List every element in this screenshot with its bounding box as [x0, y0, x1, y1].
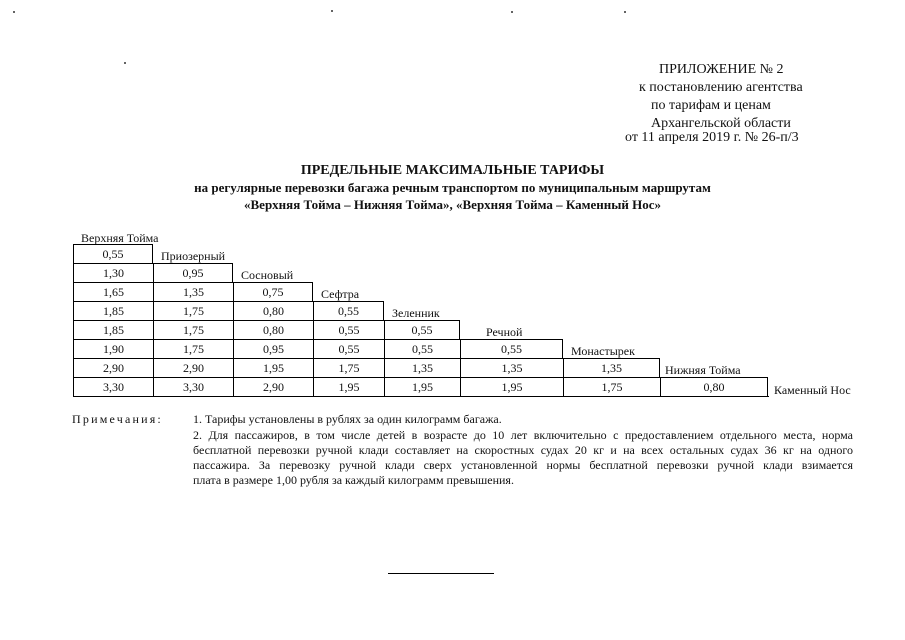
stop-label: Зеленник	[392, 306, 440, 320]
notes-label: Примечания:	[72, 412, 163, 426]
stop-label: Речной	[486, 325, 523, 339]
appendix-line: к постановлению агентства	[639, 80, 803, 95]
tariff-cell: 0,55	[384, 320, 460, 339]
note-item-2-line: плата в размере 1,00 рубля за каждый килограмм превышения.	[193, 473, 514, 487]
note-item-2-line: бесплатной перевозки ручной клади составляет на скоростных судах 20 кг и на всех остальных судах 36 кг на одного	[193, 443, 853, 457]
tariff-cell: 0,55	[313, 339, 384, 358]
tariff-cell: 1,85	[73, 320, 153, 339]
tariff-cell: 0,55	[384, 339, 460, 358]
tariff-cell: 2,90	[153, 358, 233, 377]
note-item-1: 1. Тарифы установлены в рублях за один килограмм багажа.	[193, 412, 502, 426]
tariff-cell: 1,75	[563, 377, 660, 396]
tariff-cell: 1,95	[233, 358, 313, 377]
tariff-cell: 0,80	[233, 320, 313, 339]
table-bottom-border	[73, 396, 769, 397]
tariff-cell: 0,55	[73, 244, 153, 263]
tariff-cell: 1,65	[73, 282, 153, 301]
tariff-cell: 1,35	[460, 358, 563, 377]
tariff-cell: 3,30	[153, 377, 233, 396]
tariff-cell: 0,80	[660, 377, 768, 396]
title-routes: «Верхняя Тойма – Нижняя Тойма», «Верхняя Тойма – Каменный Нос»	[244, 197, 661, 212]
tariff-cell: 0,75	[233, 282, 313, 301]
tariff-cell: 1,35	[153, 282, 233, 301]
stop-label: Монастырек	[571, 344, 635, 358]
tariff-cell: 1,95	[460, 377, 563, 396]
stop-label: Сосновый	[241, 268, 294, 282]
tariff-cell: 1,85	[73, 301, 153, 320]
tariff-cell: 1,30	[73, 263, 153, 282]
tariff-cell: 1,95	[384, 377, 460, 396]
tariff-cell: 1,75	[153, 320, 233, 339]
tariff-cell: 0,80	[233, 301, 313, 320]
stop-label: Верхняя Тойма	[81, 231, 159, 245]
stop-label: Нижняя Тойма	[665, 363, 741, 377]
footer-divider	[388, 573, 494, 574]
tariff-cell: 1,35	[563, 358, 660, 377]
appendix-line: по тарифам и ценам	[651, 98, 771, 113]
tariff-cell: 0,55	[313, 301, 384, 320]
stop-label: Каменный Нос	[774, 383, 851, 397]
tariff-cell: 1,35	[384, 358, 460, 377]
tariff-cell: 3,30	[73, 377, 153, 396]
tariff-cell: 1,95	[313, 377, 384, 396]
stop-label: Сефтра	[321, 287, 360, 301]
appendix-line: от 11 апреля 2019 г. № 26-п/3	[625, 130, 799, 145]
tariff-cell: 1,75	[153, 339, 233, 358]
title-subtitle: на регулярные перевозки багажа речным транспортом по муниципальным маршрутам	[194, 180, 711, 195]
appendix-line: Архангельской области	[651, 116, 791, 131]
tariff-cell: 1,90	[73, 339, 153, 358]
tariff-cell: 0,95	[233, 339, 313, 358]
title-main: ПРЕДЕЛЬНЫЕ МАКСИМАЛЬНЫЕ ТАРИФЫ	[300, 163, 605, 178]
note-item-2-line: 2. Для пассажиров, в том числе детей в возрасте до 10 лет включительно с предоставлением отдельного места, норма	[193, 428, 853, 442]
tariff-cell: 2,90	[233, 377, 313, 396]
stop-label: Приозерный	[161, 249, 226, 263]
appendix-line: ПРИЛОЖЕНИЕ № 2	[659, 62, 784, 77]
tariff-cell: 2,90	[73, 358, 153, 377]
tariff-cell: 0,55	[313, 320, 384, 339]
tariff-cell: 1,75	[313, 358, 384, 377]
tariff-cell: 0,95	[153, 263, 233, 282]
tariff-cell: 1,75	[153, 301, 233, 320]
note-item-2-line: пассажира. За перевозку ручной клади сверх установленной нормы бесплатной перевозки ручной клади взимается	[193, 458, 853, 472]
tariff-cell: 0,55	[460, 339, 563, 358]
